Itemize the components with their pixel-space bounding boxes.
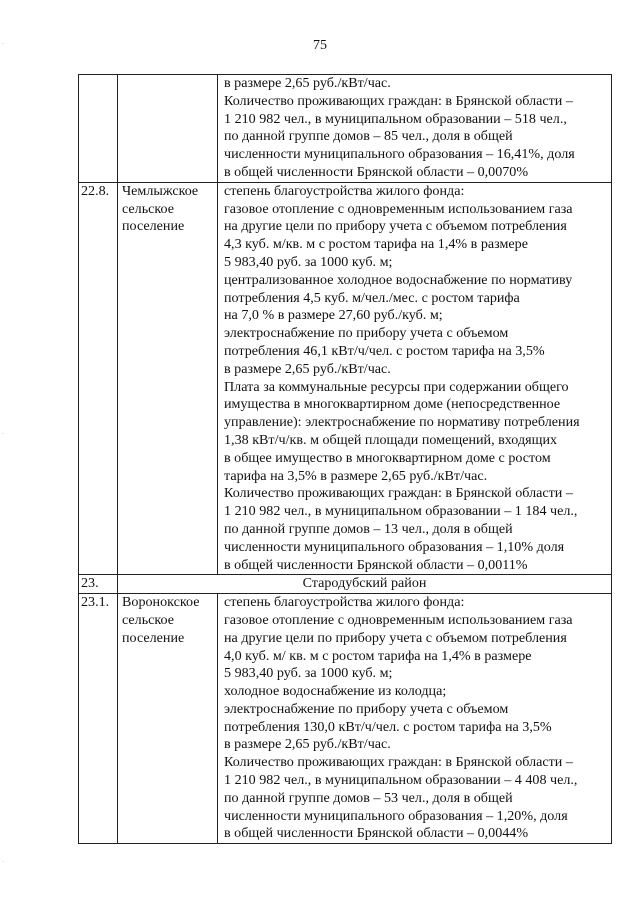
description-line: газовое отопление с одновременным использованием газа xyxy=(224,200,573,217)
settlement-name-cell xyxy=(118,75,218,183)
description-line: Количество проживающих граждан: в Брянской области – xyxy=(224,754,573,771)
settlement-name-line: сельское xyxy=(122,611,175,628)
description-line: электроснабжение по прибору учета с объемом xyxy=(224,325,509,342)
description-line: численности муниципального образования – 1,10% доля xyxy=(224,538,565,555)
settlement-name-line: сельское xyxy=(122,200,175,217)
description-line: на 7,0 % в размере 27,60 руб./куб. м; xyxy=(224,307,443,324)
description-line: электроснабжение по прибору учета с объемом xyxy=(224,700,509,717)
description-line: по данной группе домов – 85 чел., доля в общей xyxy=(224,128,513,145)
description-line: имущества в многоквартирном доме (непосредственное xyxy=(224,396,561,413)
table-row xyxy=(79,75,612,183)
description-line: Количество проживающих граждан: в Брянской области – xyxy=(224,92,573,109)
description-line: в размере 2,65 руб./кВт/час. xyxy=(224,736,391,753)
description-line: 4,0 куб. м/ кв. м с ростом тарифа на 1,4% в размере xyxy=(224,647,532,664)
description-line: Плата за коммунальные ресурсы при содержании общего xyxy=(224,378,569,395)
description-line: в размере 2,65 руб./кВт/час. xyxy=(224,360,391,377)
description-line: централизованное холодное водоснабжение по нормативу xyxy=(224,271,573,288)
table-row xyxy=(79,594,612,844)
page-number: 75 xyxy=(313,38,327,53)
tariff-table xyxy=(78,74,612,844)
scan-margin-mark: · xyxy=(2,430,5,438)
description-line: 1,38 кВт/ч/кв. м общей площади помещений, входящих xyxy=(224,431,558,448)
scan-margin-mark: · xyxy=(2,858,5,866)
description-line: в общей численности Брянской области – 0,0070% xyxy=(224,163,529,180)
description-line: по данной группе домов – 13 чел., доля в общей xyxy=(224,520,513,537)
description-line: степень благоустройства жилого фонда: xyxy=(224,594,465,611)
description-line: газовое отопление с одновременным использованием газа xyxy=(224,611,573,628)
description-line: на другие цели по прибору учета с объемом потребления xyxy=(224,218,567,235)
description-line: численности муниципального образования – 1,20%, доля xyxy=(224,807,568,824)
description-line: 1 210 982 чел., в муниципальном образовании – 1 184 чел., xyxy=(224,503,578,520)
row-number-cell xyxy=(79,75,118,183)
description-line: численности муниципального образования – 16,41%, доля xyxy=(224,146,575,163)
description-line: в размере 2,65 руб./кВт/час. xyxy=(224,75,391,91)
description-line: 1 210 982 чел., в муниципальном образовании – 518 чел., xyxy=(224,110,567,127)
description-line: по данной группе домов – 53 чел., доля в общей xyxy=(224,789,513,806)
description-line: в общее имущество в многоквартирном доме с ростом xyxy=(224,449,551,466)
description-cell xyxy=(218,182,612,575)
table-row xyxy=(79,182,612,575)
description-line: потребления 46,1 кВт/ч/чел. с ростом тарифа на 3,5% xyxy=(224,342,545,359)
description-line: тарифа на 3,5% в размере 2,65 руб./кВт/час. xyxy=(224,467,488,484)
description-line: 5 983,40 руб. за 1000 куб. м; xyxy=(224,665,393,682)
description-line: Количество проживающих граждан: в Брянской области – xyxy=(224,485,573,502)
settlement-name-line: поселение xyxy=(122,629,185,646)
settlement-name-line: Воронокское xyxy=(122,594,200,611)
section-row xyxy=(79,575,612,594)
description-cell xyxy=(218,75,612,183)
settlement-name-cell xyxy=(118,182,218,575)
row-number-cell: 22.8. xyxy=(79,182,118,575)
settlement-name-line: Чемлыжское xyxy=(122,182,199,199)
section-title: Стародубский район xyxy=(118,575,612,594)
settlement-name-cell xyxy=(118,594,218,844)
scan-margin-mark: · xyxy=(2,40,5,48)
description-line: потребления 130,0 кВт/ч/чел. с ростом тарифа на 3,5% xyxy=(224,718,552,735)
row-number-cell: 23.1. xyxy=(79,594,118,844)
description-line: 4,3 куб. м/кв. м с ростом тарифа на 1,4% в размере xyxy=(224,236,528,253)
description-line: холодное водоснабжение из колодца; xyxy=(224,683,447,700)
description-cell xyxy=(218,594,612,844)
description-line: в общей численности Брянской области – 0,0011% xyxy=(224,556,528,573)
description-line: управление): электроснабжение по нормативу потребления xyxy=(224,414,580,431)
description-line: потребления 4,5 куб. м/чел./мес. с ростом тарифа xyxy=(224,289,520,306)
row-number-cell: 23. xyxy=(79,575,118,594)
description-line: на другие цели по прибору учета с объемом потребления xyxy=(224,629,567,646)
description-line: 1 210 982 чел., в муниципальном образовании – 4 408 чел., xyxy=(224,772,578,789)
settlement-name-line: поселение xyxy=(122,218,185,235)
description-line: 5 983,40 руб. за 1000 куб. м; xyxy=(224,253,393,270)
description-line: степень благоустройства жилого фонда: xyxy=(224,182,465,199)
description-line: в общей численности Брянской области – 0,0044% xyxy=(224,825,529,842)
